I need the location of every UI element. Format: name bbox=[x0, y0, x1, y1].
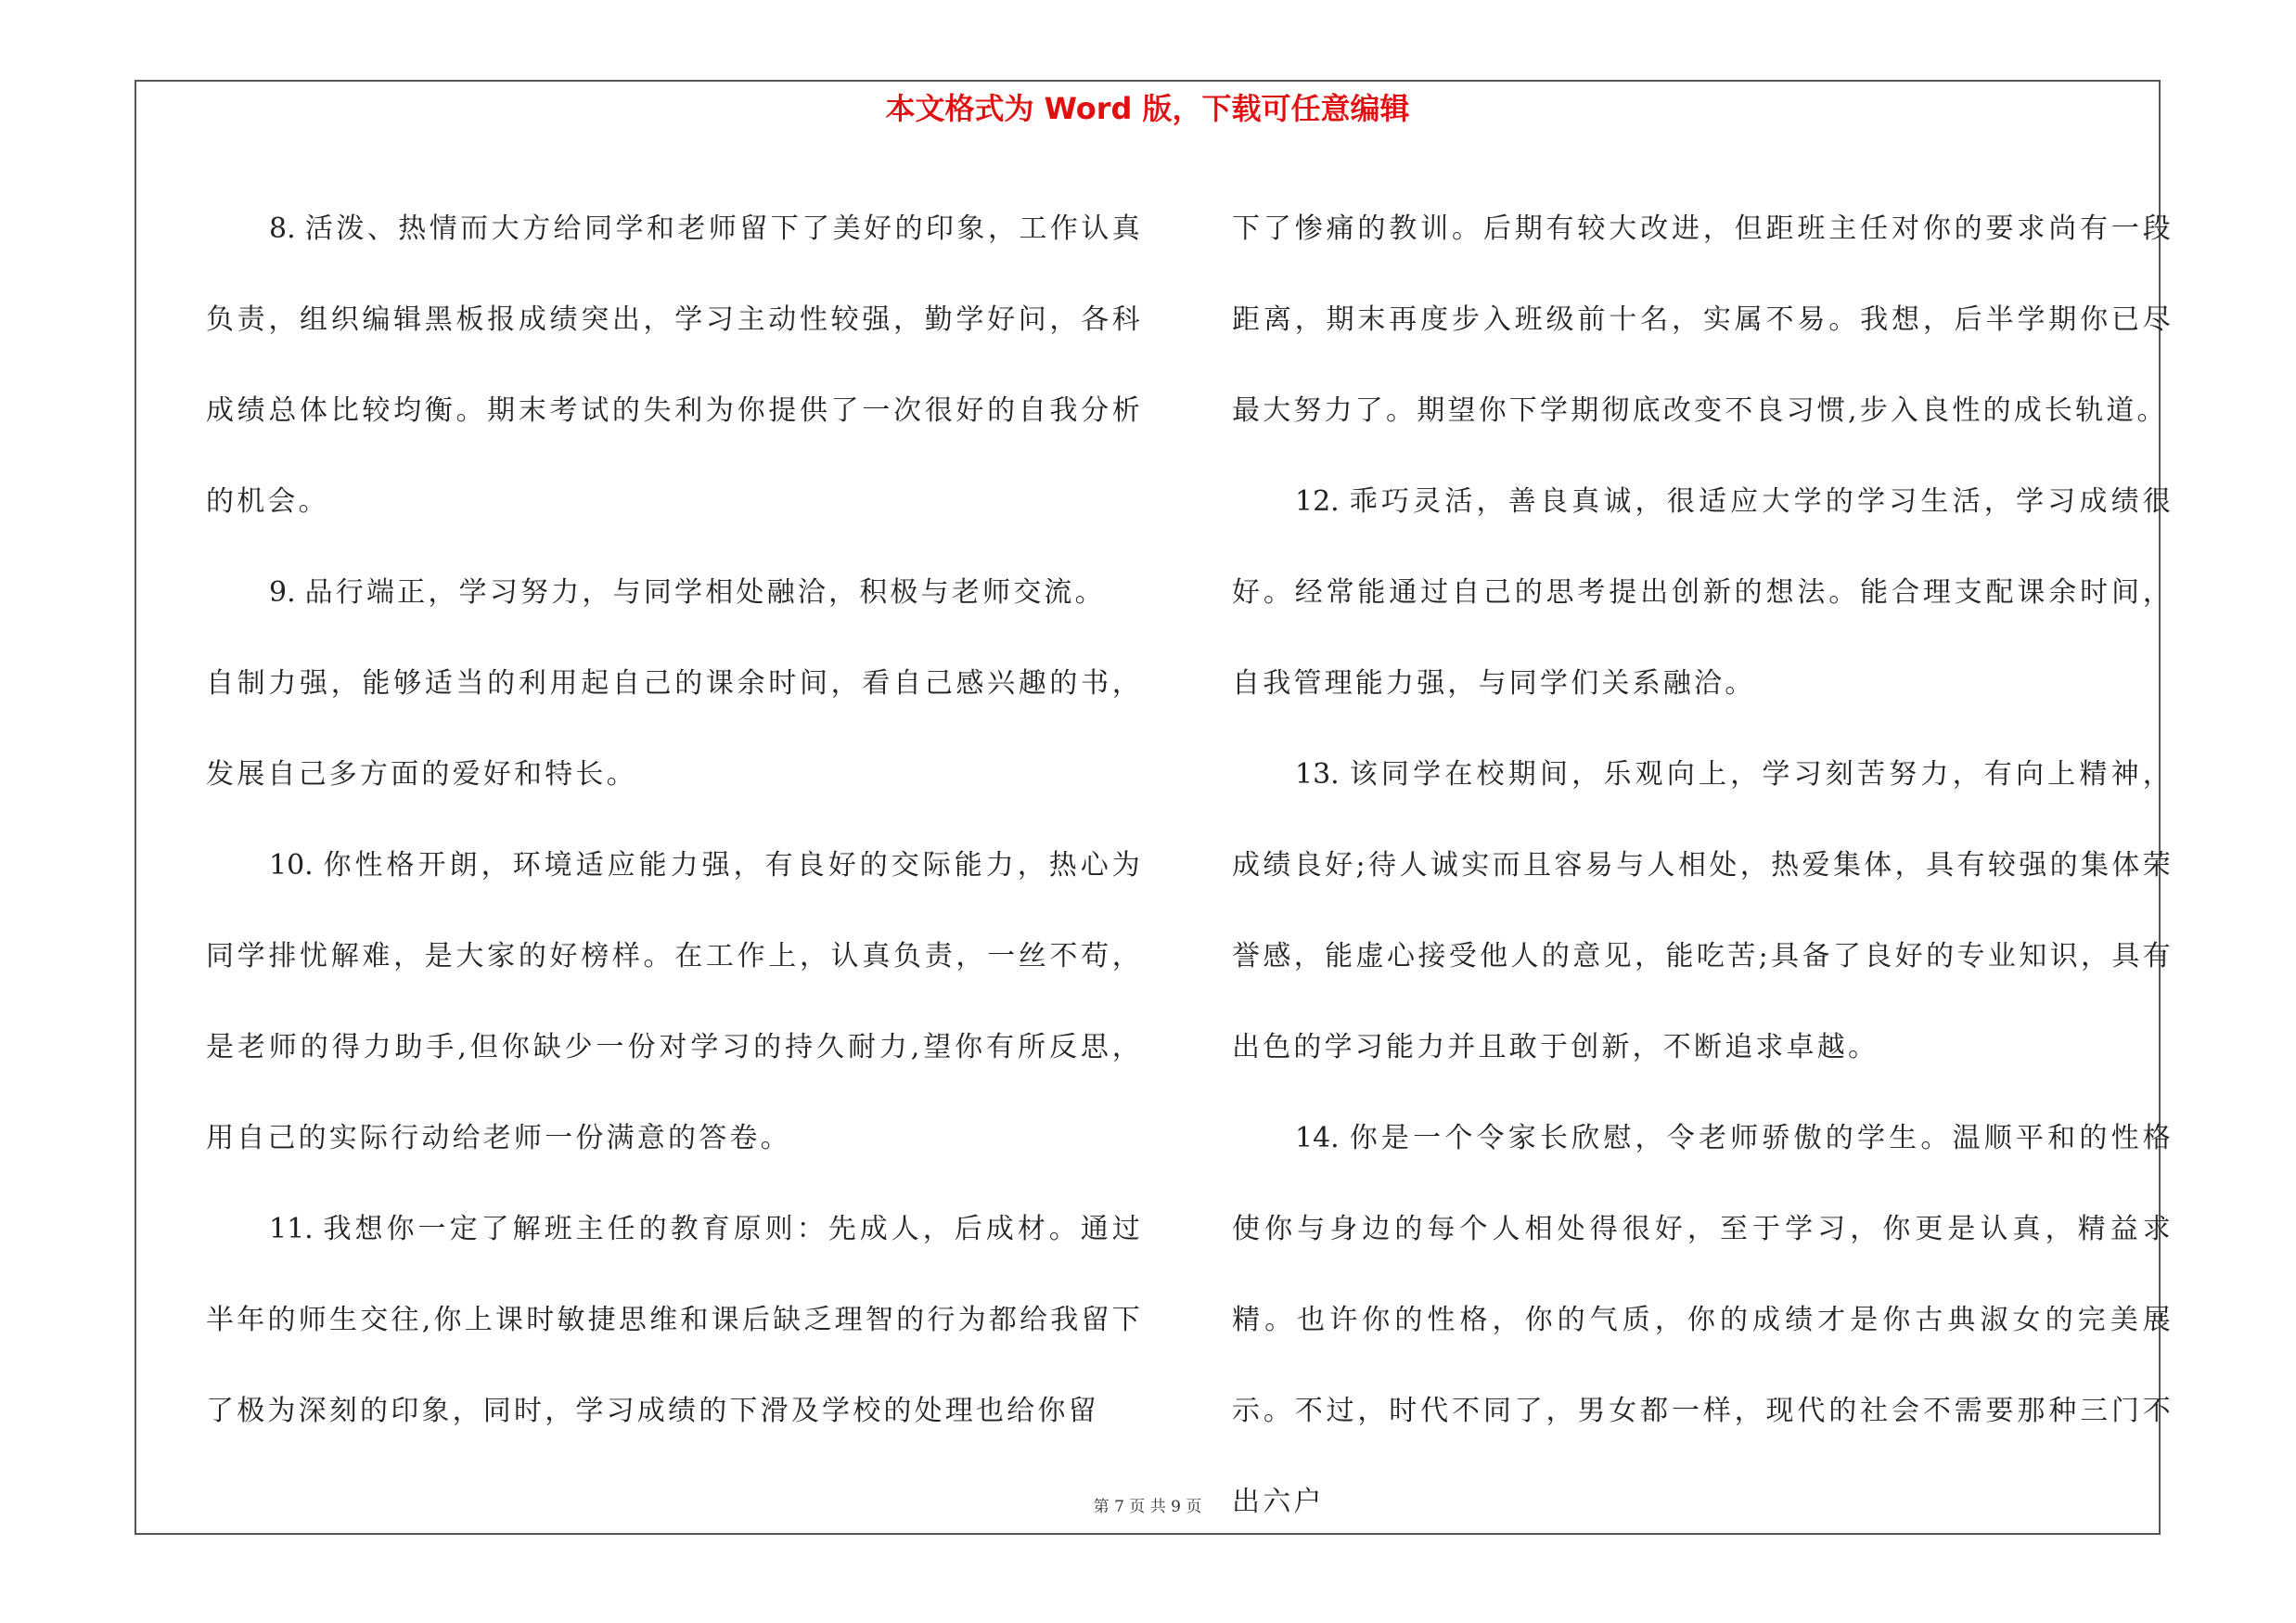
paragraph-number: 12. bbox=[1295, 485, 1340, 518]
paragraph-number: 14. bbox=[1295, 1122, 1340, 1154]
paragraph-9 bbox=[206, 547, 1143, 638]
paragraph-number: 11. bbox=[269, 1213, 314, 1245]
paragraph-11-continued bbox=[1232, 184, 2174, 457]
paragraph-12 bbox=[1232, 457, 2174, 729]
right-column bbox=[1232, 184, 2174, 1548]
paragraph-number: 9. bbox=[269, 576, 296, 609]
paragraph-8 bbox=[206, 184, 1143, 547]
paragraph-11 bbox=[206, 1184, 1143, 1457]
page-number-footer: 第 7 页 共 9 页 bbox=[1093, 1498, 1202, 1516]
paragraph-14 bbox=[1232, 1093, 2174, 1548]
paragraph-text: 自制力强，能够适当的利用起自己的课余时间，看自己感兴趣的书，发展自己多方面的爱好和特长。 bbox=[206, 667, 1143, 791]
paragraph-text: 该同学在校期间，乐观向上，学习刻苦努力，有向上精神，成绩良好;待人诚实而且容易与人相处，热爱集体，具有较强的集体荣誉感，能虚心接受他人的意见，能吃苦;具备了良好的专业知识，具有出色的学习能力并且敢于创新，不断追求卓越。 bbox=[1232, 758, 2174, 1063]
paragraph-text: 你是一个令家长欣慰，令老师骄傲的学生。温顺平和的性格使你与身边的每个人相处得很好，至于学习，你更是认真，精益求精。也许你的性格，你的气质，你的成绩才是你古典淑女的完美展示。不过，时代不同了，男女都一样，现代的社会不需要那种三门不出六户 bbox=[1232, 1122, 2174, 1518]
paragraph-10 bbox=[206, 820, 1143, 1184]
paragraph-text: 品行端正，学习努力，与同学相处融洽，积极与老师交流。 bbox=[304, 576, 1106, 609]
left-column bbox=[206, 184, 1143, 1457]
paragraph-number: 8. bbox=[269, 213, 296, 245]
paragraph-number: 13. bbox=[1295, 758, 1340, 791]
paragraph-9-continued bbox=[206, 638, 1143, 820]
paragraph-13 bbox=[1232, 729, 2174, 1093]
header-banner: 本文格式为 Word 版，下载可任意编辑 bbox=[885, 91, 1410, 126]
paragraph-text: 乖巧灵活，善良真诚，很适应大学的学习生活，学习成绩很好。经常能通过自己的思考提出创新的想法。能合理支配课余时间，自我管理能力强，与同学们关系融洽。 bbox=[1232, 485, 2174, 700]
paragraph-number: 10. bbox=[269, 849, 314, 882]
paragraph-text: 你性格开朗，环境适应能力强，有良好的交际能力，热心为同学排忧解难，是大家的好榜样。在工作上，认真负责，一丝不苟，是老师的得力助手,但你缺少一份对学习的持久耐力,望你有所反思，用自己的实际行动给老师一份满意的答卷。 bbox=[206, 849, 1143, 1154]
paragraph-text: 下了惨痛的教训。后期有较大改进，但距班主任对你的要求尚有一段距离，期末再度步入班级前十名，实属不易。我想，后半学期你已尽最大努力了。期望你下学期彻底改变不良习惯,步入良性的成长轨道。 bbox=[1232, 213, 2174, 427]
paragraph-text: 活泼、热情而大方给同学和老师留下了美好的印象，工作认真负责，组织编辑黑板报成绩突出，学习主动性较强，勤学好问，各科成绩总体比较均衡。期末考试的失利为你提供了一次很好的自我分析的机会。 bbox=[206, 213, 1143, 518]
paragraph-text: 我想你一定了解班主任的教育原则：先成人，后成材。通过半年的师生交往,你上课时敏捷思维和课后缺乏理智的行为都给我留下了极为深刻的印象，同时，学习成绩的下滑及学校的处理也给你留 bbox=[206, 1213, 1143, 1427]
